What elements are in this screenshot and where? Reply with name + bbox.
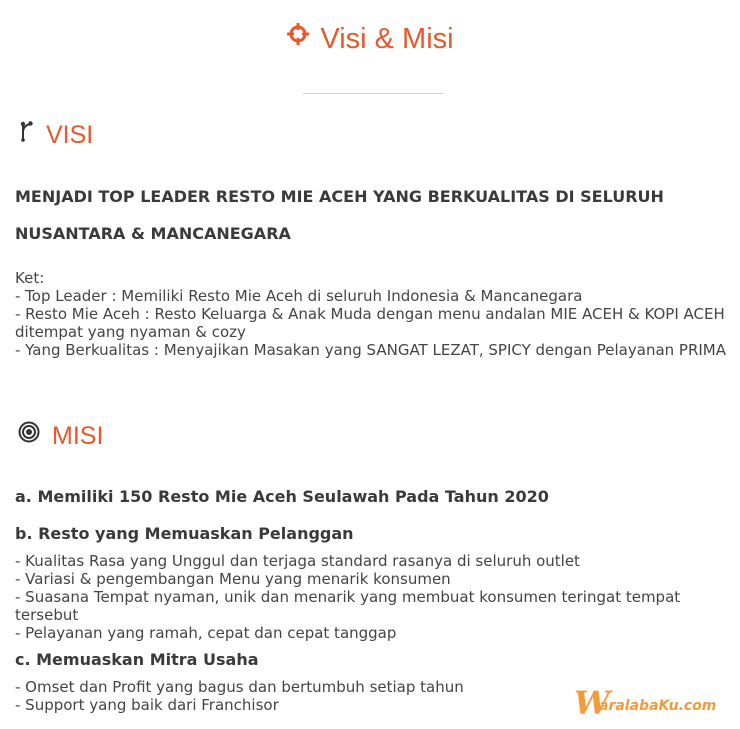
crosshair-icon: [286, 18, 310, 56]
list-item: - Support yang baik dari Franchisor: [15, 696, 279, 714]
misi-item-a: a. Memiliki 150 Resto Mie Aceh Seulawah Pada Tahun 2020: [15, 487, 549, 506]
misi-heading-text: MISI: [52, 422, 104, 450]
watermark-initial: W: [574, 684, 610, 722]
visi-heading-text: VISI: [46, 121, 94, 149]
watermark-text: aralabaKu.com: [599, 698, 717, 714]
title-divider: [303, 93, 444, 94]
visi-note-label: Ket:: [15, 269, 45, 287]
list-item: - Suasana Tempat nyaman, unik dan menarik yang membuat konsumen teringat tempat tersebut: [15, 588, 685, 624]
list-item: - Variasi & pengembangan Menu yang menarik konsumen: [15, 570, 451, 588]
visi-note-item: - Top Leader : Memiliki Resto Mie Aceh di seluruh Indonesia & Mancanegara: [15, 287, 583, 305]
misi-heading: [18, 420, 103, 453]
branch-icon: [18, 118, 34, 150]
visi-heading: [18, 119, 93, 152]
list-item: - Omset dan Profit yang bagus dan bertumbuh setiap tahun: [15, 678, 464, 696]
visi-note-item: - Yang Berkualitas : Menyajikan Masakan yang SANGAT LEZAT, SPICY dengan Pelayanan PRIMA: [15, 341, 727, 359]
visi-note-item: - Resto Mie Aceh : Resto Keluarga & Anak Muda dengan menu andalan MIE ACEH & KOPI ACEH ditempat yang nyaman & cozy: [15, 305, 730, 341]
misi-item-c: c. Memuaskan Mitra Usaha: [15, 650, 259, 669]
visi-statement-line1: MENJADI TOP LEADER RESTO MIE ACEH YANG BERKUALITAS DI SELURUH: [15, 187, 664, 206]
misi-item-b-points: [15, 552, 730, 642]
list-item: - Kualitas Rasa yang Unggul dan terjaga standard rasanya di seluruh outlet: [15, 552, 580, 570]
visi-notes: [15, 269, 730, 359]
watermark-logo: [574, 684, 734, 722]
misi-item-b: b. Resto yang Memuaskan Pelanggan: [15, 524, 354, 543]
page-title: [0, 20, 740, 59]
list-item: - Pelayanan yang ramah, cepat dan cepat tanggap: [15, 624, 397, 642]
visi-statement-line2: NUSANTARA & MANCANEGARA: [15, 224, 291, 243]
page-title-text: Visi & Misi: [320, 23, 454, 55]
target-icon: [18, 419, 40, 451]
